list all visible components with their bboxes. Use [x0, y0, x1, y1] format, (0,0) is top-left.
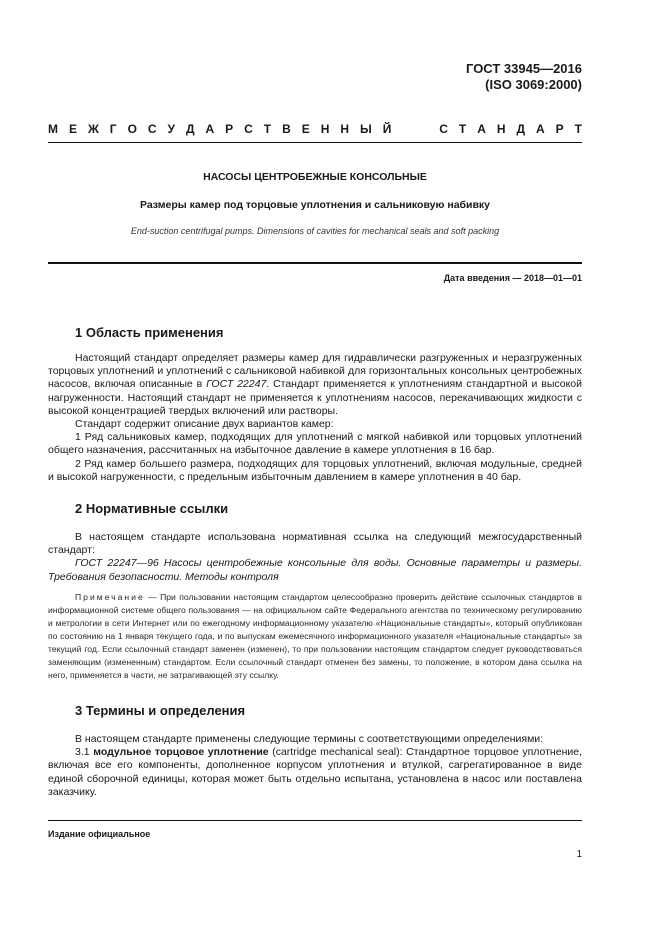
banner-letter: У [167, 122, 175, 136]
document-code [466, 61, 582, 93]
term: модульное торцовое уплотнение [93, 746, 269, 759]
standard-title: НАСОСЫ ЦЕНТРОБЕЖНЫЕ КОНСОЛЬНЫЕ [203, 171, 427, 183]
banner-spacer [402, 122, 428, 136]
banner-letter: Т [263, 122, 272, 136]
section-2-note: Примечание — При пользовании настоящим стандартом целесообразно проверить действие ссылочных стандартов в информационной системе общего пользования — на официальном сайте Федерального агентства по техническому регулированию и метрологии в сети Интернет или по ежегодному информационному указателю «Национальные стандарты», который опубликован по состоянию на 1 января текущего года, и по выпускам ежемесячного информационного указателя «Национальные стандарты» за текущий год. Если ссылочный стандарт заменен (изменен), то при пользовании настоящим стандартом следует руководствоваться заменяющим (измененным) стандартом. Если ссылочный стандарт отменен без замены, то положение, в котором дана ссылка на него, применяется в части, не затрагивающей эту ссылку. [48, 592, 582, 680]
gost-reference: ГОСТ 22247 [206, 378, 267, 391]
banner-underline [48, 142, 582, 143]
note-label: Примечание [75, 592, 145, 602]
banner-letter: С [244, 122, 253, 136]
section-1-body [48, 352, 582, 484]
interstate-standard-banner [48, 122, 582, 136]
banner-letter: А [536, 122, 545, 136]
section-1-title: 1 Область применения [75, 325, 224, 340]
banner-letter: Р [555, 122, 564, 136]
english-title: End-suction centrifugal pumps. Dimensions of cavities for mechanical seals and soft packing [130, 226, 500, 236]
banner-letter: М [48, 122, 58, 136]
section-2-body [48, 531, 582, 584]
banner-letter: О [127, 122, 137, 136]
paragraph: В настоящем стандарте применены следующие термины с соответствующими определениями: [75, 733, 544, 745]
paragraph: 2 Ряд камер большего размера, подходящих для торцовых уплотнений, включая модульные, средней и высокой нагруженности, с предельным избыточным давлением в камере уплотнения в 40 бар. [48, 457, 582, 483]
introduction-date: Дата введения — 2018—01—01 [443, 273, 582, 283]
banner-letter: С [147, 122, 157, 136]
footer-divider [48, 820, 582, 821]
banner-letter: Ы [359, 122, 372, 136]
standard-subtitle: Размеры камер под торцовые уплотнения и сальниковую набивку [139, 199, 491, 211]
banner-letter: Н [340, 122, 349, 136]
section-3-body [48, 733, 582, 799]
official-edition-label: Издание официальное [48, 829, 151, 839]
banner-letter: А [477, 122, 486, 136]
page-number: 1 [576, 849, 582, 860]
section-3-title: 3 Термины и определения [75, 703, 246, 718]
banner-letter: Ж [87, 122, 99, 136]
banner-letter: Д [516, 122, 526, 136]
banner-letter: Е [68, 122, 77, 136]
paragraph: 1 Ряд сальниковых камер, подходящих для уплотнений с мягкой набивкой или торцовых уплотнений общего назначения, рассчитанных на избыточное давление в камере уплотнения в 16 бар. [48, 431, 582, 457]
banner-letter: Т [574, 122, 582, 136]
normative-reference: ГОСТ 22247—96 Насосы центробежные консольные для воды. Основные параметры и размеры. Требования безопасности. Методы контроля [48, 557, 582, 583]
paragraph: В настоящем стандарте использована нормативная ссылка на следующий межгосударственный стандарт: [48, 531, 582, 557]
banner-letter: Н [320, 122, 330, 136]
gost-number: ГОСТ 33945—2016 [466, 61, 582, 76]
banner-letter: В [282, 122, 291, 136]
paragraph: Стандарт содержит описание двух вариантов камер: [75, 418, 334, 431]
banner-letter: Т [458, 122, 467, 136]
banner-letter: А [205, 122, 215, 136]
banner-letter: Р [225, 122, 234, 136]
term-definition: 3.1 модульное торцовое уплотнение (cartridge mechanical seal): Стандартное торцовое уплотнение, включая все его компоненты, дополненное корпусом уплотнения и втулкой, сагрегатированное в виде единой сборочной единицы, которая может быть отдельно испытана, установлена в насос или поставлена заказчику. [48, 746, 582, 798]
banner-letter: Д [185, 122, 195, 136]
banner-letter: С [439, 122, 448, 136]
banner-letter: Н [496, 122, 506, 136]
banner-letter: Й [382, 122, 392, 136]
title-divider [48, 262, 582, 264]
banner-letter: Е [301, 122, 310, 136]
section-2-title: 2 Нормативные ссылки [75, 501, 229, 516]
paragraph: Настоящий стандарт определяет размеры камер для гидравлически разгруженных и неразгруженных торцовых уплотнений и уплотнений с сальниковой набивкой для горизонтальных консольных центробежных насосов, включая описанные в ГОСТ 22247. Стандарт применяется к уплотнениям стандартной и высокой нагруженности. Настоящий стандарт не применяется к уплотнениям насосов, перекачивающих жидкости с высокой концентрацией твердых включений или растворы. [48, 352, 582, 417]
iso-number: (ISO 3069:2000) [485, 77, 582, 92]
banner-letter: Г [109, 122, 117, 136]
